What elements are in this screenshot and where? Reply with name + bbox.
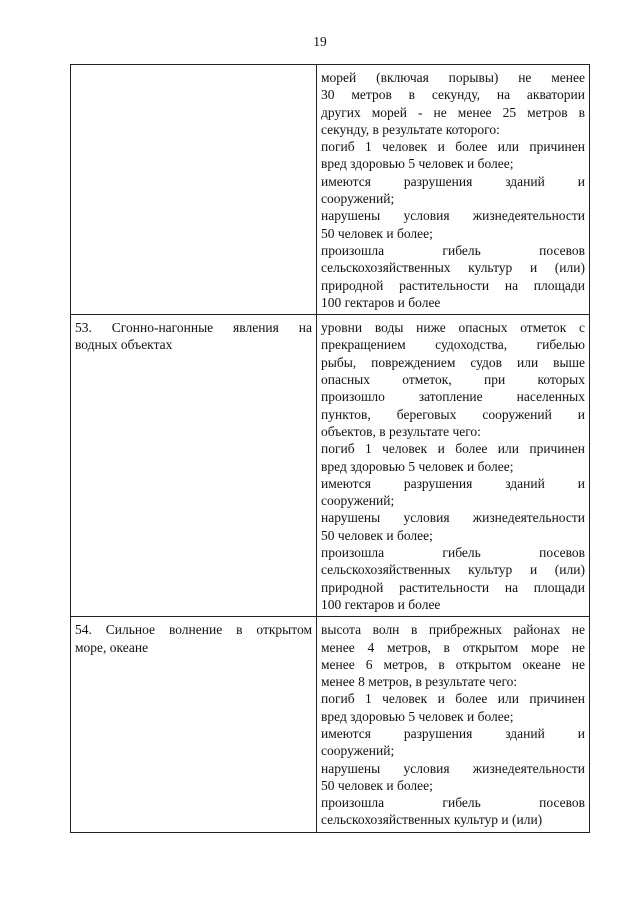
criteria-text-line: имеются разрушения зданий и (321, 173, 585, 189)
criteria-text-line: погиб 1 человек и более или причинен (321, 139, 585, 155)
criteria-text-line: имеются разрушения зданий и (321, 725, 585, 741)
criteria-cell (317, 315, 590, 617)
criteria-text-line: сельскохозяйственных культур и (или) (321, 562, 585, 578)
criteria-text-line: высота волн в прибрежных районах не (321, 622, 585, 638)
criteria-paragraph (321, 794, 585, 829)
criteria-text-line: произошла гибель посевов (321, 795, 585, 811)
criteria-text-line: произошла гибель посевов (321, 242, 585, 258)
criteria-text-line: нарушены условия жизнедеятельности (321, 208, 585, 224)
criteria-text-line: природной растительности на площади (321, 277, 585, 293)
criteria-cell (317, 617, 590, 833)
criteria-text-line: прекращением судоходства, гибелью (321, 337, 585, 353)
hazard-name-paragraph (75, 621, 312, 656)
criteria-paragraph (321, 319, 585, 440)
criteria-text-line: 50 человек и более; (321, 777, 433, 793)
criteria-text-line: 100 гектаров и более (321, 294, 441, 310)
criteria-text-line: природной растительности на площади (321, 579, 585, 595)
hazard-name-text-line: 53. Сгонно-нагонные явления на (75, 320, 312, 336)
criteria-text-line: секунду, в результате которого: (321, 121, 500, 137)
hazard-name-text-line: 54. Сильное волнение в открытом (75, 622, 312, 638)
criteria-text-line: опасных отметок, при которых (321, 372, 585, 388)
criteria-paragraph (321, 173, 585, 208)
criteria-paragraph (321, 207, 585, 242)
criteria-text-line: произошла гибель посевов (321, 545, 585, 561)
criteria-text-line: объектов, в результате чего: (321, 423, 481, 439)
criteria-paragraph (321, 544, 585, 613)
criteria-paragraph (321, 690, 585, 725)
criteria-text-line: 100 гектаров и более (321, 596, 441, 612)
hazard-name-cell (71, 65, 317, 315)
page-number: 19 (313, 34, 327, 49)
criteria-text-line: погиб 1 человек и более или причинен (321, 441, 585, 457)
hazard-name-text-line: море, океане (75, 639, 149, 655)
criteria-text-line: других морей - не менее 25 метров в (321, 104, 585, 120)
criteria-text-line: вред здоровью 5 человек и более; (321, 458, 514, 474)
criteria-text-line: уровни воды ниже опасных отметок с (321, 320, 585, 336)
criteria-cell (317, 65, 590, 315)
criteria-text-line: сооружений; (321, 743, 395, 759)
table-row (71, 65, 590, 315)
criteria-paragraph (321, 138, 585, 173)
criteria-paragraph (321, 725, 585, 760)
criteria-text-line: сооружений; (321, 191, 395, 207)
criteria-text-line: вред здоровью 5 человек и более; (321, 156, 514, 172)
criteria-paragraph (321, 242, 585, 311)
hazard-name-cell (71, 617, 317, 833)
criteria-text-line: произошло затопление населенных (321, 389, 585, 405)
hazard-name-text-line: водных объектах (75, 337, 173, 353)
criteria-text-line: сооружений; (321, 493, 395, 509)
table-body (71, 65, 590, 833)
criteria-paragraph (321, 509, 585, 544)
table-row (71, 617, 590, 833)
criteria-paragraph (321, 440, 585, 475)
criteria-text-line: 30 метров в секунду, на акватории (321, 87, 585, 103)
criteria-text-line: менее 6 метров, в открытом океане не (321, 656, 585, 672)
criteria-paragraph (321, 621, 585, 690)
criteria-text-line: сельскохозяйственных культур и (или) (321, 260, 585, 276)
criteria-text-line: менее 4 метров, в открытом море не (321, 639, 585, 655)
criteria-paragraph (321, 475, 585, 510)
criteria-text-line: сельскохозяйственных культур и (или) (321, 812, 543, 828)
criteria-text-line: нарушены условия жизнедеятельности (321, 760, 585, 776)
criteria-text-line: 50 человек и более; (321, 225, 433, 241)
criteria-text-line: нарушены условия жизнедеятельности (321, 510, 585, 526)
criteria-text-line: вред здоровью 5 человек и более; (321, 708, 514, 724)
criteria-text-line: рыбы, повреждением судов или выше (321, 354, 585, 370)
hazard-name-paragraph (75, 319, 312, 354)
criteria-text-line: 50 человек и более; (321, 527, 433, 543)
hazard-criteria-table (70, 64, 590, 833)
hazard-name-cell (71, 315, 317, 617)
criteria-text-line: погиб 1 человек и более или причинен (321, 691, 585, 707)
criteria-paragraph (321, 69, 585, 138)
criteria-text-line: пунктов, береговых сооружений и (321, 406, 585, 422)
criteria-text-line: менее 8 метров, в результате чего: (321, 674, 518, 690)
criteria-paragraph (321, 760, 585, 795)
criteria-text-line: имеются разрушения зданий и (321, 475, 585, 491)
table-row (71, 315, 590, 617)
criteria-text-line: морей (включая порывы) не менее (321, 70, 585, 85)
